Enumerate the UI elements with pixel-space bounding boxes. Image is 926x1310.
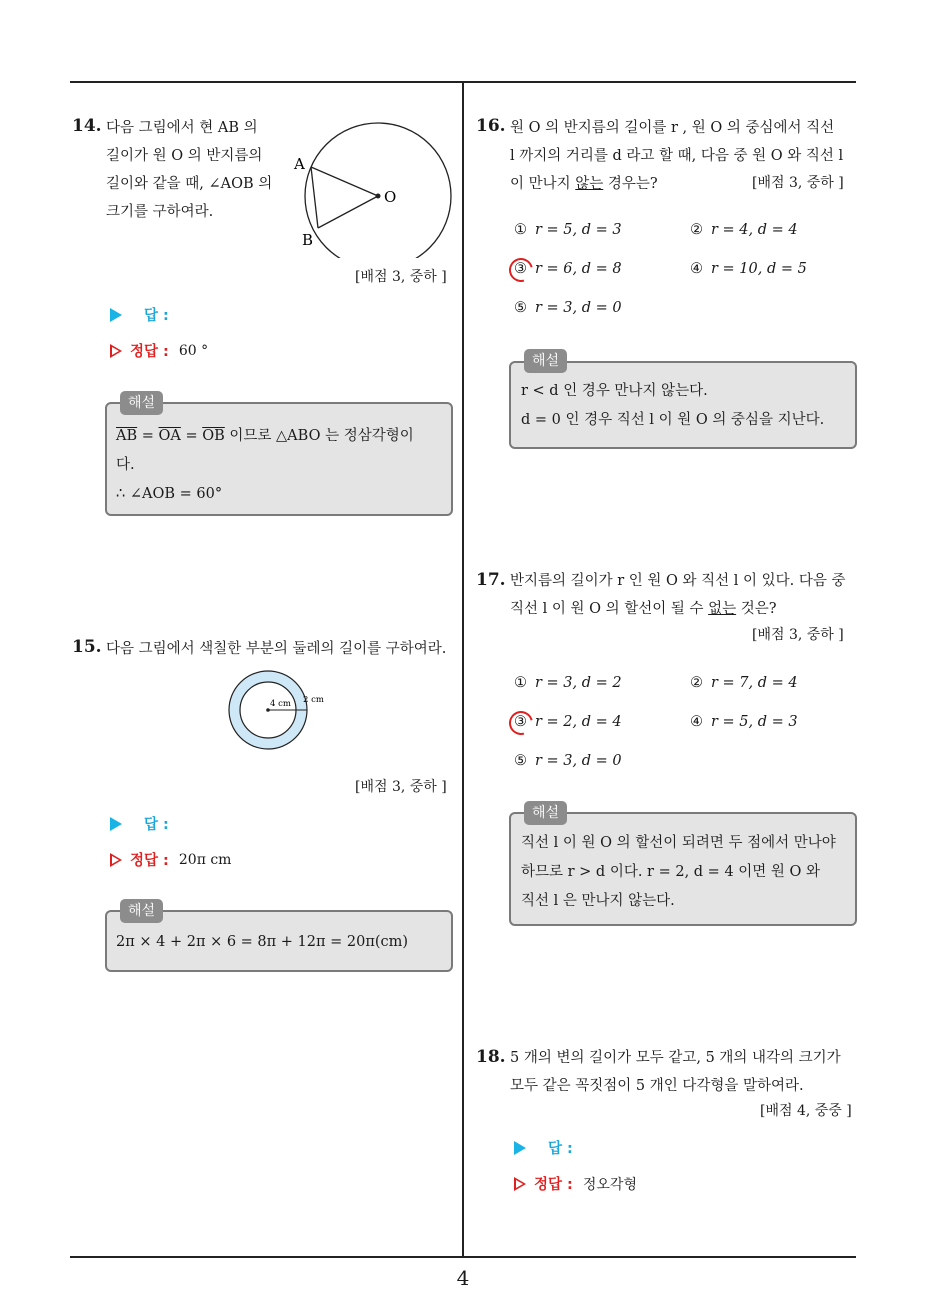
q14-radius-ob <box>318 196 378 228</box>
choice-number: ① <box>514 222 527 238</box>
q16-answer-mark-icon <box>505 254 538 287</box>
q17-underlined-word: 없는 <box>708 601 737 617</box>
q16-expl-line-2: d = 0 인 경우 직선 l 이 원 O 의 중심을 지난다. <box>521 412 825 428</box>
segment-ab: $\overline{AB}$ <box>116 428 138 444</box>
q16-choice-4[interactable] <box>690 261 807 277</box>
q15-answer-label: 답 : <box>144 817 169 833</box>
q16-number: 16. <box>476 116 506 136</box>
q16-explanation-text <box>521 377 824 435</box>
q15-score: [배점 3, 중하 ] <box>355 779 447 795</box>
q14-correct-row <box>110 340 208 361</box>
q14-expl-line-3: ∴ ∠AOB = 60° <box>116 486 223 502</box>
choice-text: r = 6, d = 8 <box>535 261 622 277</box>
q14-correct-label: 정답 : <box>130 344 169 360</box>
q14-text <box>106 114 272 226</box>
q16-choice-2[interactable] <box>690 222 798 238</box>
q14-line-2: 길이가 원 O 의 반지름의 <box>106 148 263 164</box>
q17-line2-post: 것은? <box>736 601 777 617</box>
choice-number: ① <box>514 675 527 691</box>
q15-correct-value: 20π cm <box>178 851 232 868</box>
q14-explanation-tag: 해설 <box>120 391 163 415</box>
q17-score: [배점 3, 중하 ] <box>752 627 844 643</box>
q18-line-2: 모두 같은 꼭짓점이 5 개인 다각형을 말하여라. <box>510 1078 804 1094</box>
choice-number: ③ <box>514 261 527 277</box>
correct-triangle-icon <box>514 1177 526 1191</box>
q18-correct-value: 정오각형 <box>582 1176 637 1193</box>
q14-correct-value: 60 ° <box>178 342 209 359</box>
q17-choice-2[interactable] <box>690 675 798 691</box>
q14-center-dot <box>376 194 381 199</box>
q18-answer-label: 답 : <box>548 1141 573 1157</box>
q14-label-a: A <box>294 155 305 173</box>
column-divider <box>462 82 464 1257</box>
segment-ob: $\overline{OB}$ <box>202 428 225 444</box>
equals: = <box>180 428 203 444</box>
q18-line-1: 5 개의 변의 길이가 모두 같고, 5 개의 내각의 크기가 <box>510 1050 841 1066</box>
q14-answer-row <box>110 304 169 325</box>
q17-expl-line-2: 하므로 r > d 이다. r = 2, d = 4 이면 원 O 와 <box>521 864 821 880</box>
q17-line-2 <box>510 595 846 623</box>
q15-number: 15. <box>72 637 102 657</box>
q14-radius-oa <box>311 167 378 196</box>
answer-triangle-icon <box>514 1141 526 1155</box>
q15-inner-label: 4 cm <box>270 699 291 709</box>
q14-expl-line-2: 다. <box>116 457 135 473</box>
equals: = <box>137 428 159 444</box>
q17-text <box>510 567 846 623</box>
q14-circle <box>305 123 451 258</box>
q14-expl-rest: 이므로 △ABO 는 정삼각형이 <box>224 428 414 444</box>
q16-line3-post: 경우는? <box>603 176 658 192</box>
q16-underlined-word: 않는 <box>575 176 604 192</box>
answer-triangle-icon <box>110 817 122 831</box>
q16-choice-1[interactable] <box>514 222 622 238</box>
q17-explanation-text <box>521 829 836 916</box>
choice-number: ③ <box>514 714 527 730</box>
choice-text: r = 10, d = 5 <box>711 261 807 277</box>
choice-text: r = 3, d = 0 <box>535 753 622 769</box>
q18-number: 18. <box>476 1047 506 1067</box>
q14-explanation-text <box>116 422 414 509</box>
correct-triangle-icon <box>110 853 122 867</box>
q15-correct-label: 정답 : <box>130 853 169 869</box>
page-number: 4 <box>456 1266 470 1290</box>
choice-text: r = 3, d = 0 <box>535 300 622 316</box>
choice-text: r = 4, d = 4 <box>711 222 798 238</box>
choice-number: ⑤ <box>514 300 527 316</box>
q15-ring-figure <box>226 668 326 768</box>
q17-answer-mark-icon <box>505 707 538 740</box>
q14-label-o: O <box>384 188 397 206</box>
choice-number: ④ <box>690 261 703 277</box>
choice-text: r = 3, d = 2 <box>535 675 622 691</box>
q14-chord-ab <box>311 167 318 228</box>
q16-choice-5[interactable] <box>514 300 622 316</box>
q14-number: 14. <box>72 116 102 136</box>
choice-text: r = 2, d = 4 <box>535 714 622 730</box>
q18-answer-row <box>514 1137 573 1158</box>
choice-number: ② <box>690 675 703 691</box>
correct-triangle-icon <box>110 344 122 358</box>
q15-explanation-tag: 해설 <box>120 899 163 923</box>
q15-text: 다음 그림에서 색칠한 부분의 둘레의 길이를 구하여라. <box>106 641 447 657</box>
q17-line2-pre: 직선 l 이 원 O 의 할선이 될 수 <box>510 601 709 617</box>
q15-answer-row <box>110 813 169 834</box>
choice-text: r = 5, d = 3 <box>535 222 622 238</box>
choice-number: ⑤ <box>514 753 527 769</box>
choice-text: r = 7, d = 4 <box>711 675 798 691</box>
q16-score: [배점 3, 중하 ] <box>752 175 844 191</box>
q17-number: 17. <box>476 570 506 590</box>
q14-line-1: 다음 그림에서 현 AB 의 <box>106 120 258 136</box>
q18-correct-row <box>514 1173 637 1194</box>
q17-choice-5[interactable] <box>514 753 622 769</box>
q14-answer-label: 답 : <box>144 308 169 324</box>
answer-triangle-icon <box>110 308 122 322</box>
bottom-rule <box>70 1256 856 1258</box>
choice-text: r = 5, d = 3 <box>711 714 798 730</box>
q17-explanation-tag: 해설 <box>524 801 567 825</box>
segment-oa: $\overline{OA}$ <box>158 428 181 444</box>
q16-line3-pre: 이 만나지 <box>510 176 576 192</box>
q18-score: [배점 4, 중중 ] <box>760 1103 852 1119</box>
q14-label-b: B <box>302 231 314 249</box>
choice-number: ④ <box>690 714 703 730</box>
q16-explanation-tag: 해설 <box>524 349 567 373</box>
q17-choice-1[interactable] <box>514 675 622 691</box>
choice-number: ② <box>690 222 703 238</box>
q15-ring-label: 2 cm <box>303 695 324 705</box>
q14-line-3: 길이와 같을 때, ∠AOB 의 <box>106 176 273 192</box>
q18-correct-label: 정답 : <box>534 1177 573 1193</box>
q14-expl-line-1 <box>116 422 414 451</box>
q18-text <box>510 1044 841 1100</box>
q16-line-2: l 까지의 거리를 d 라고 할 때, 다음 중 원 O 와 직선 l <box>510 148 844 164</box>
q14-score: [배점 3, 중하 ] <box>355 269 447 285</box>
q15-explanation-text: 2π × 4 + 2π × 6 = 8π + 12π = 20π(cm) <box>116 934 409 950</box>
q16-line-1: 원 O 의 반지름의 길이를 r , 원 O 의 중심에서 직선 <box>510 120 835 136</box>
q17-choice-4[interactable] <box>690 714 798 730</box>
q14-circle-figure <box>290 118 460 258</box>
q17-line-1: 반지름의 길이가 r 인 원 O 와 직선 l 이 있다. 다음 중 <box>510 573 846 589</box>
q14-line-4: 크기를 구하여라. <box>106 204 214 220</box>
q17-expl-line-3: 직선 l 은 만나지 않는다. <box>521 893 675 909</box>
q17-expl-line-1: 직선 l 이 원 O 의 할선이 되려면 두 점에서 만나야 <box>521 835 836 851</box>
q15-correct-row <box>110 849 231 870</box>
q16-expl-line-1: r < d 인 경우 만나지 않는다. <box>521 383 708 399</box>
